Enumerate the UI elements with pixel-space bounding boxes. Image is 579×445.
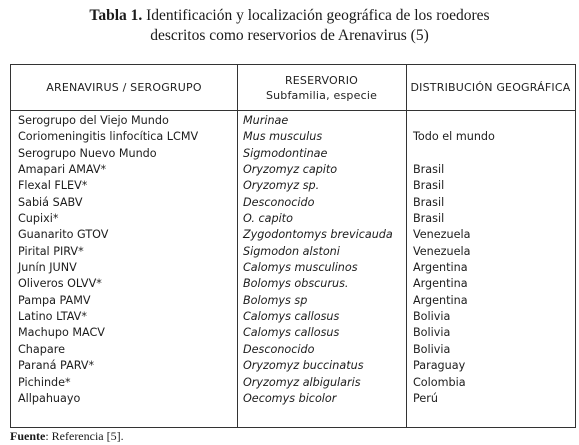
distribucion-cell: Todo el mundo xyxy=(413,130,495,144)
column-divider-2 xyxy=(406,65,407,427)
caption-label: Tabla 1. xyxy=(89,7,143,24)
arenavirus-cell: Latino LTAV* xyxy=(18,310,87,324)
caption-title-2: descritos como reservorios de Arenavirus (5) xyxy=(150,27,429,44)
distribucion-cell: Brasil xyxy=(413,163,445,177)
arenavirus-cell: Serogrupo Nuevo Mundo xyxy=(18,146,157,160)
table-caption xyxy=(0,6,579,46)
data-table xyxy=(10,64,576,428)
header-arenavirus-label: ARENAVIRUS / SEROGRUPO xyxy=(46,81,202,94)
arenavirus-cell: Pirital PIRV* xyxy=(18,244,84,258)
header-reservorio-label: RESERVORIO xyxy=(284,73,359,87)
reservorio-cell: Desconocido xyxy=(243,195,315,209)
arenavirus-cell: Pampa PAMV xyxy=(18,293,91,307)
source-note xyxy=(10,429,124,444)
arenavirus-cell: Amapari AMAV* xyxy=(18,163,107,177)
distribucion-cell: Brasil xyxy=(413,195,445,209)
arenavirus-column xyxy=(18,113,198,407)
reservorio-cell: Oryzomyz albigularis xyxy=(243,375,361,389)
reservorio-cell: Calomys callosus xyxy=(243,326,340,340)
header-reservorio-sublabel: Subfamilia, especie xyxy=(265,88,378,102)
header-reservorio xyxy=(237,65,406,110)
distribucion-cell: Venezuela xyxy=(413,228,471,242)
source-label: Fuente xyxy=(10,429,46,443)
reservorio-cell: Calomys musculinos xyxy=(243,261,358,275)
distribucion-cell: Bolivia xyxy=(413,310,451,324)
arenavirus-cell: Machupo MACV xyxy=(18,326,105,340)
distribucion-cell: Bolivia xyxy=(413,326,451,340)
arenavirus-cell: Sabiá SABV xyxy=(18,195,83,209)
reservorio-cell: Bolomys sp xyxy=(243,293,308,307)
column-divider-1 xyxy=(237,65,238,427)
header-distribucion xyxy=(406,65,575,110)
caption-title-1: Identificación y localización geográfica de los roedores xyxy=(146,7,490,24)
reservorio-cell: Calomys callosus xyxy=(243,310,340,324)
source-text: : Referencia [5]. xyxy=(45,429,124,443)
distribucion-column xyxy=(413,113,495,407)
arenavirus-cell: Cupixi* xyxy=(18,212,59,226)
reservorio-cell: Sigmodon alstoni xyxy=(243,244,340,258)
arenavirus-cell: Coriomeningitis linfocítica LCMV xyxy=(18,130,199,144)
header-arenavirus xyxy=(11,65,237,110)
arenavirus-cell: Oliveros OLVV* xyxy=(18,277,102,291)
distribucion-cell: Colombia xyxy=(413,375,466,389)
distribucion-cell: Brasil xyxy=(413,179,445,193)
arenavirus-cell: Chapare xyxy=(18,342,65,356)
arenavirus-cell: Guanarito GTOV xyxy=(18,228,109,242)
header-distribucion-label: DISTRIBUCIÓN GEOGRÁFICA xyxy=(410,81,571,94)
arenavirus-cell: Allpahuayo xyxy=(18,391,81,405)
reservorio-cell: Oryzomyz buccinatus xyxy=(243,359,364,373)
reservorio-cell: Sigmodontinae xyxy=(243,146,328,160)
reservorio-cell: Murinae xyxy=(243,114,289,127)
arenavirus-cell: Paraná PARV* xyxy=(18,359,95,373)
distribucion-cell: Venezuela xyxy=(413,244,471,258)
arenavirus-cell: Flexal FLEV* xyxy=(18,179,88,193)
reservorio-column xyxy=(243,113,393,407)
reservorio-cell: Bolomys obscurus. xyxy=(243,277,349,291)
distribucion-cell: Paraguay xyxy=(413,359,466,373)
reservorio-cell: Oryzomyz capito xyxy=(243,163,338,177)
distribucion-cell: Perú xyxy=(413,391,438,405)
header-divider xyxy=(11,110,575,111)
distribucion-cell: Brasil xyxy=(413,212,445,226)
reservorio-cell: Zygodontomys brevicauda xyxy=(243,228,393,242)
reservorio-cell: Desconocido xyxy=(243,342,315,356)
distribucion-cell: Argentina xyxy=(413,261,468,275)
reservorio-cell: Oryzomyz sp. xyxy=(243,179,320,193)
distribucion-cell: Bolivia xyxy=(413,342,451,356)
arenavirus-cell: Serogrupo del Viejo Mundo xyxy=(18,114,169,127)
arenavirus-cell: Pichinde* xyxy=(18,375,71,389)
reservorio-cell: O. capito xyxy=(243,212,293,226)
distribucion-cell xyxy=(413,146,495,162)
reservorio-cell: Mus musculus xyxy=(243,130,323,144)
distribucion-cell xyxy=(413,113,495,129)
distribucion-cell: Argentina xyxy=(413,293,468,307)
caption-line-1 xyxy=(0,6,579,26)
reservorio-cell: Oecomys bicolor xyxy=(243,391,337,405)
arenavirus-cell: Junín JUNV xyxy=(18,261,77,275)
distribucion-cell: Argentina xyxy=(413,277,468,291)
